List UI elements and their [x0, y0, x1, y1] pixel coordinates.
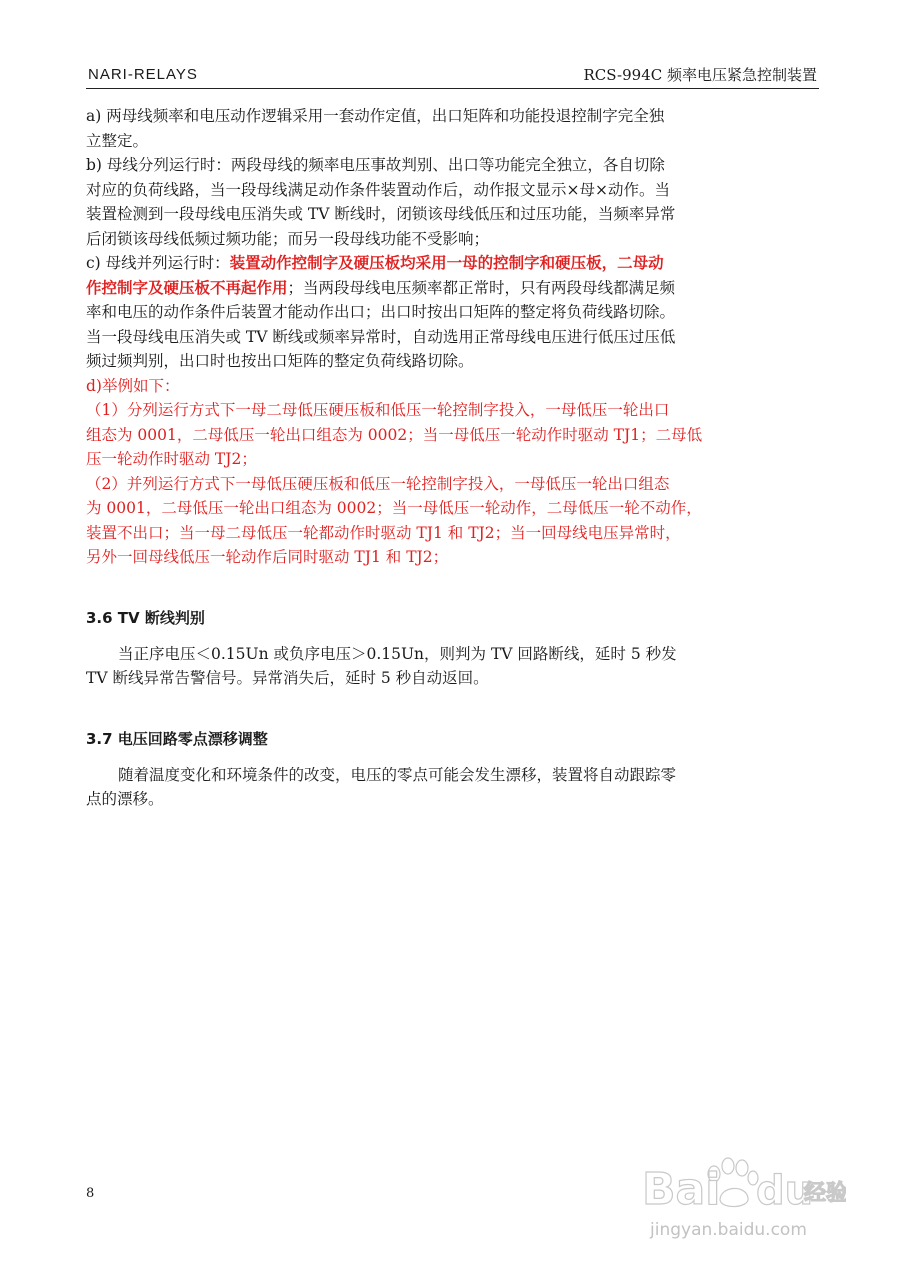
para-c-prefix: c) 母线并列运行时：	[86, 254, 230, 272]
document-body	[86, 104, 818, 812]
para-c-line	[86, 276, 818, 301]
para-c-highlight: 装置动作控制字及硬压板均采用一母的控制字和硬压板，二母动	[229, 253, 664, 272]
para-d-title: d)举例如下：	[86, 376, 180, 395]
header-company: NARI-RELAYS	[88, 66, 198, 83]
spacer	[86, 753, 818, 763]
page-number: 8	[86, 1186, 95, 1201]
svg-text:经验: 经验	[804, 1181, 846, 1206]
baidu-jingyan-watermark	[636, 1138, 846, 1248]
spacer	[86, 632, 818, 642]
para-c-highlight: 作控制字及硬压板不再起作用	[86, 277, 288, 297]
para-c-line	[86, 251, 818, 276]
svg-text:Bai: Bai	[642, 1164, 721, 1215]
section-3-7-heading: 3.7 电压回路零点漂移调整	[86, 729, 268, 748]
section-3-7-line: 点的漂移。	[86, 790, 164, 808]
para-c-text: ；当两段母线电压频率都正常时，只有两段母线都满足频	[287, 278, 676, 297]
example-1-line: 压一轮动作时驱动 TJ2；	[86, 450, 257, 468]
spacer	[86, 570, 818, 604]
para-a-line: 立整定。	[86, 131, 149, 150]
para-c-line: 频过频判别，出口时也按出口矩阵的整定负荷线路切除。	[86, 352, 474, 370]
para-b-line: 后闭锁该母线低频过频功能；而另一段母线功能不受影响；	[86, 229, 490, 248]
header-product-title: RCS-994C 频率电压紧急控制装置	[583, 66, 817, 84]
watermark-url: jingyan.baidu.com	[650, 1220, 807, 1240]
svg-text:du: du	[756, 1168, 814, 1214]
example-2-line: 另外一回母线低压一轮动作后同时驱动 TJ1 和 TJ2；	[86, 548, 449, 566]
para-c-line: 当一段母线电压消失或 TV 断线或频率异常时，自动选用正常母线电压进行低压过压低	[86, 327, 676, 346]
section-3-6-heading: 3.6 TV 断线判别	[86, 608, 205, 627]
section-3-6-line: TV 断线异常告警信号。异常消失后，延时 5 秒自动返回。	[86, 669, 489, 687]
para-b-line: 对应的负荷线路，当一段母线满足动作条件装置动作后，动作报文显示×母×动作。当	[86, 180, 670, 199]
page-header	[86, 62, 819, 89]
baidu-logo-icon	[636, 1138, 846, 1218]
example-1-line: （1）分列运行方式下一母二母低压硬压板和低压一轮控制字投入，一母低压一轮出口	[86, 401, 670, 419]
para-b-line: b) 母线分列运行时：两段母线的频率电压事故判别、出口等功能完全独立，各自切除	[86, 156, 665, 174]
para-c-line: 率和电压的动作条件后装置才能动作出口；出口时按出口矩阵的整定将负荷线路切除。	[86, 303, 676, 321]
example-1-line: 组态为 0001，二母低压一轮出口组态为 0002；当一母低压一轮动作时驱动 TJ1；二母低	[86, 425, 703, 444]
para-a-line: a) 两母线频率和电压动作逻辑采用一套动作定值，出口矩阵和功能投退控制字完全独	[86, 107, 665, 125]
spacer	[86, 691, 818, 725]
para-b-line: 装置检测到一段母线电压消失或 TV 断线时，闭锁该母线低压和过压功能，当频率异常	[86, 205, 676, 223]
example-2-line: （2）并列运行方式下一母低压硬压板和低压一轮控制字投入，一母低压一轮出口组态	[86, 474, 670, 493]
section-3-7-line: 随着温度变化和环境条件的改变，电压的零点可能会发生漂移，装置将自动跟踪零	[118, 765, 677, 784]
example-2-line: 装置不出口；当一母二母低压一轮都动作时驱动 TJ1 和 TJ2；当一回母线电压异常时，	[86, 523, 681, 542]
section-3-6-line: 当正序电压＜0.15Un 或负序电压＞0.15Un，则判为 TV 回路断线，延时 5 秒发	[118, 644, 677, 663]
example-2-line: 为 0001，二母低压一轮出口组态为 0002；当一母低压一轮动作，二母低压一轮不动作，	[86, 499, 702, 517]
